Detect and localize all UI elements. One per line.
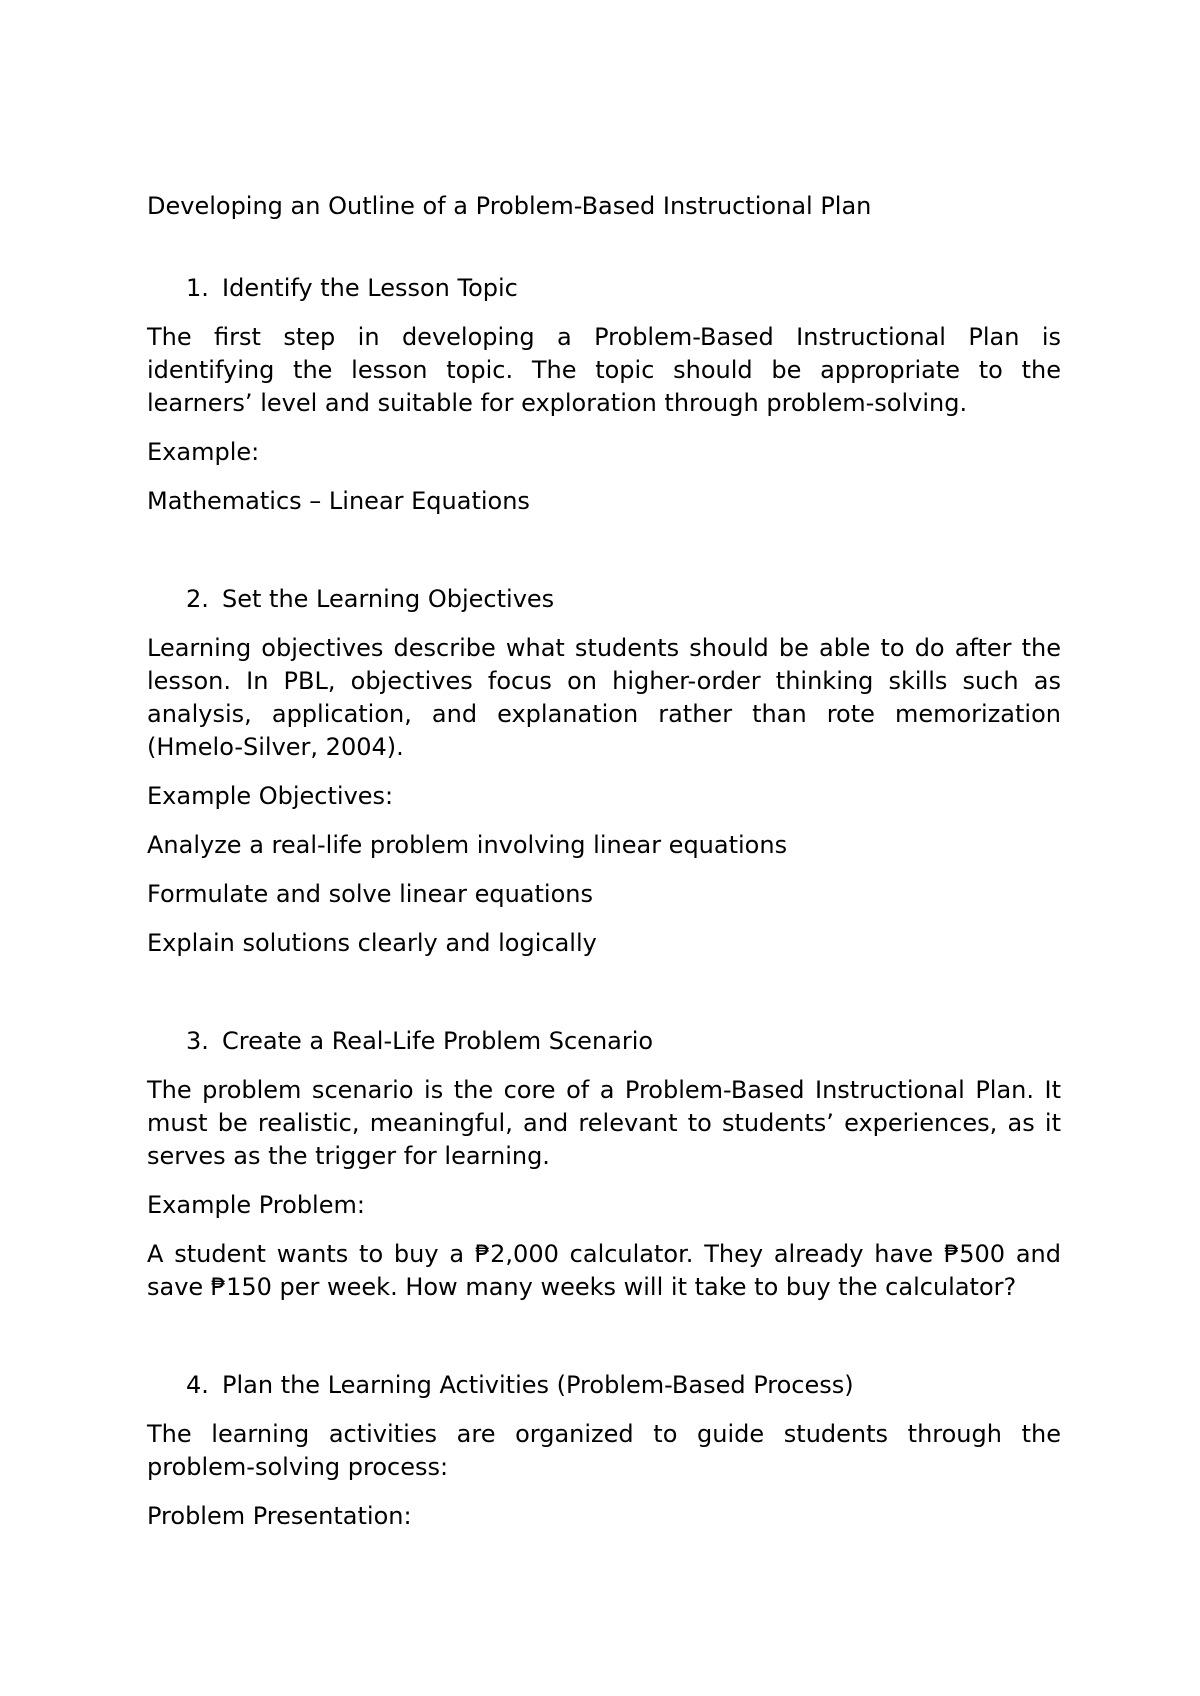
section-body: The problem scenario is the core of a Problem-Based Instructional Plan. It must be realistic, meaningful, and relevant to students’ experiences, as it serves as the trigger for learning. (147, 1076, 1061, 1170)
document-title: Developing an Outline of a Problem-Based Instructional Plan (147, 192, 872, 220)
example-item: Explain solutions clearly and logically (147, 929, 597, 957)
example-item: Analyze a real-life problem involving linear equations (147, 831, 788, 859)
example-label: Problem Presentation: (147, 1502, 412, 1530)
document-page (147, 190, 1061, 1549)
section-body: The learning activities are organized to guide students through the problem-solving process: (147, 1420, 1061, 1481)
section-heading-1 (147, 272, 1061, 305)
section-heading-2 (147, 583, 1061, 616)
section-number: 1. (186, 274, 209, 302)
section-heading-text: Plan the Learning Activities (Problem-Based Process) (222, 1371, 854, 1399)
section-heading-text: Identify the Lesson Topic (222, 274, 518, 302)
example-label: Example Problem: (147, 1191, 365, 1219)
section-heading-3 (147, 1025, 1061, 1058)
section-body: Learning objectives describe what students should be able to do after the lesson. In PBL, objectives focus on higher-order thinking skills such as analysis, application, and explanation rather than rote memorization (Hmelo-Silver, 2004). (147, 634, 1061, 761)
section-number: 2. (186, 585, 209, 613)
example-label: Example: (147, 438, 260, 466)
example-item: Mathematics – Linear Equations (147, 487, 530, 515)
example-item: Formulate and solve linear equations (147, 880, 593, 908)
section-heading-text: Create a Real-Life Problem Scenario (222, 1027, 654, 1055)
section-number: 4. (186, 1371, 209, 1399)
section-heading-4 (147, 1369, 1061, 1402)
example-label: Example Objectives: (147, 782, 394, 810)
section-body: The first step in developing a Problem-Based Instructional Plan is identifying the lesson topic. The topic should be appropriate to the learners’ level and suitable for exploration through problem-solving. (147, 323, 1061, 417)
section-number: 3. (186, 1027, 209, 1055)
section-heading-text: Set the Learning Objectives (222, 585, 555, 613)
example-item: A student wants to buy a ₱2,000 calculator. They already have ₱500 and save ₱150 per week. How many weeks will it take to buy the calculator? (147, 1240, 1061, 1301)
